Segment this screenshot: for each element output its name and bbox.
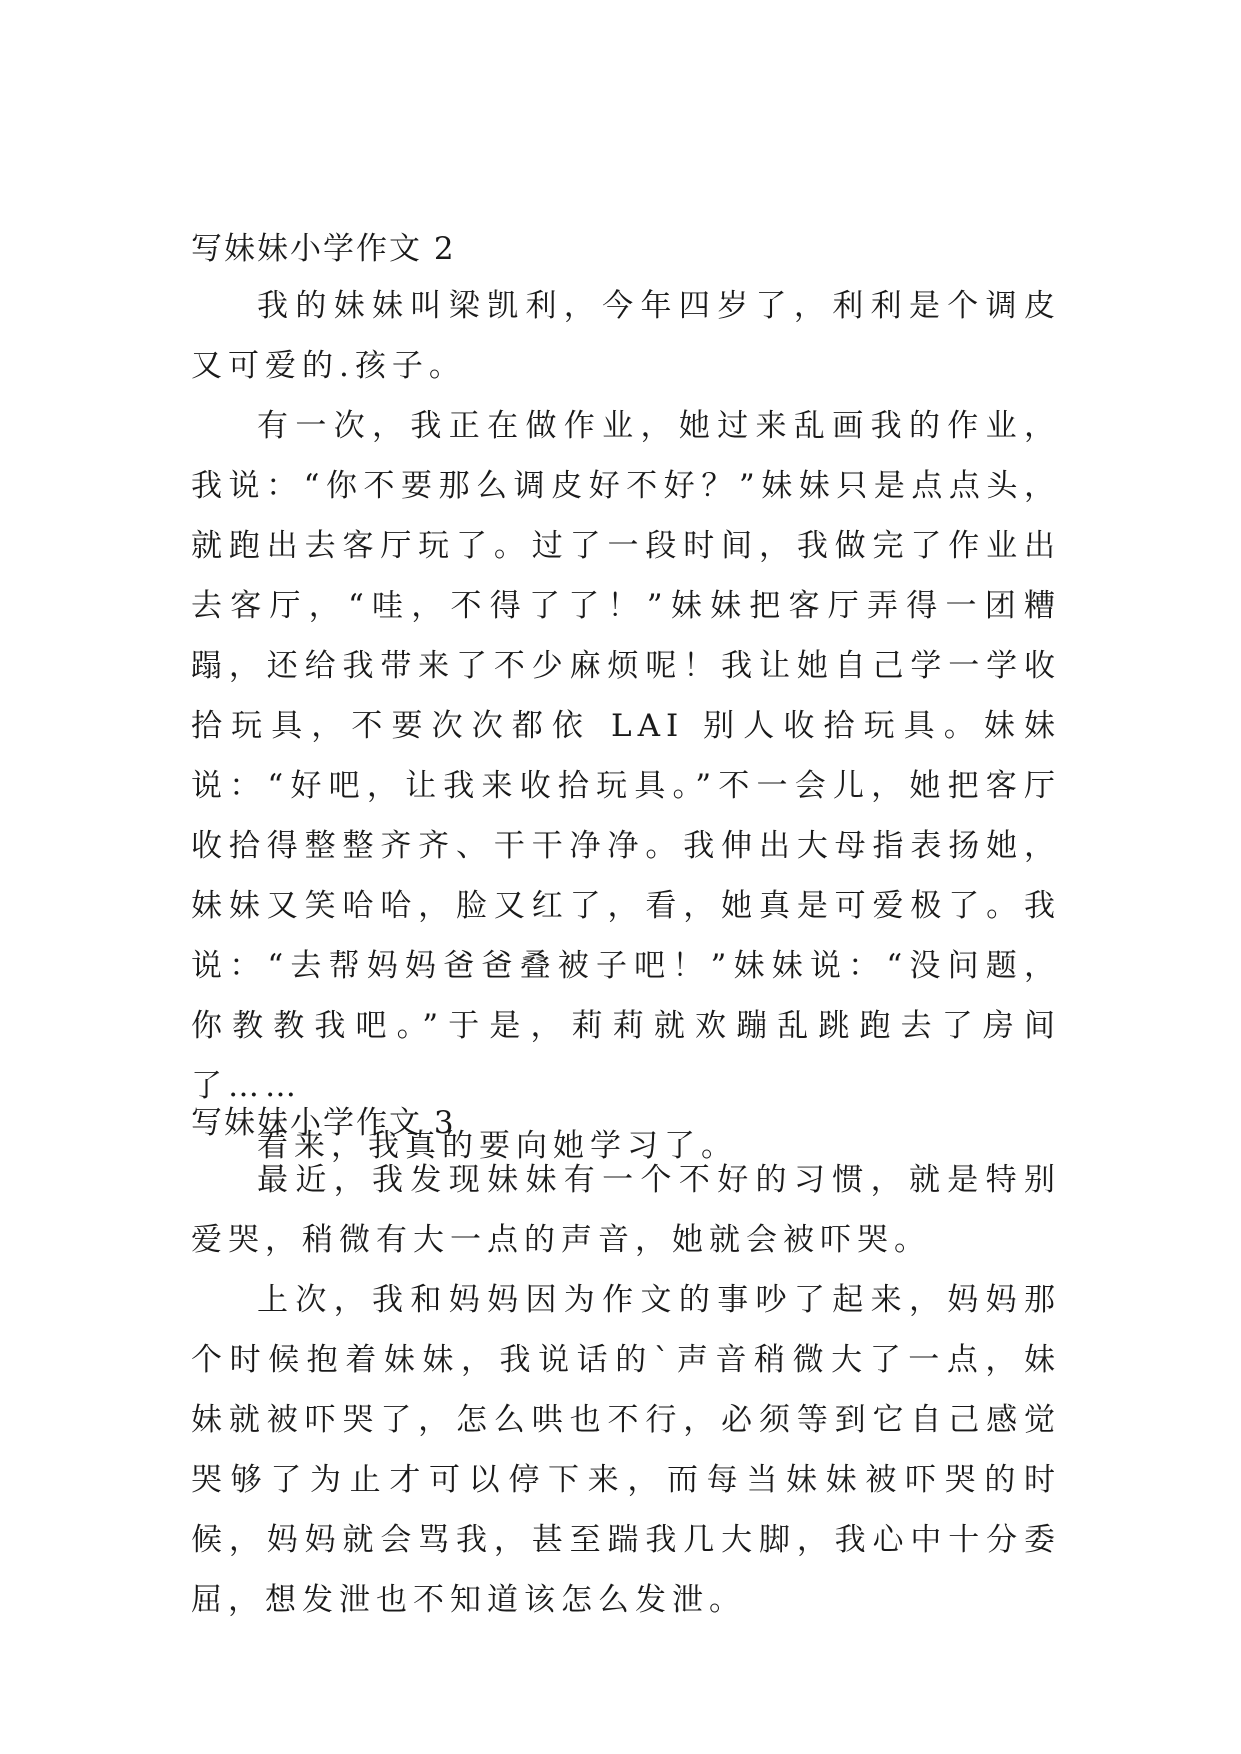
essay-paragraph: 上次，我和妈妈因为作文的事吵了起来，妈妈那个时候抱着妹妹，我说话的`声音稍微大了一点，妹妹就被吓哭了，怎么哄也不行，必须等到它自己感觉哭够了为止才可以停下来，而每当妹妹被吓哭的时候，妈妈就会骂我，甚至踹我几大脚，我心中十分委屈，想发泄也不知道该怎么发泄。 xyxy=(191,1282,1061,1618)
essay-paragraph: 最近，我发现妹妹有一个不好的习惯，就是特别爱哭，稍微有大一点的声音，她就会被吓哭。 xyxy=(191,1162,1061,1258)
essay-section-3 xyxy=(191,1096,1061,1630)
essay-paragraph: 我的妹妹叫梁凯利，今年四岁了，利利是个调皮又可爱的.孩子。 xyxy=(191,288,1061,384)
essay-paragraph: 看来，我真的要向她学习了。 xyxy=(257,1128,738,1164)
essay-title: 写妹妹小学作文 2 xyxy=(191,231,456,267)
essay-title: 写妹妹小学作文 3 xyxy=(191,1105,456,1141)
essay-section-2 xyxy=(191,222,1061,1176)
essay-paragraph: 有一次，我正在做作业，她过来乱画我的作业，我说：“你不要那么调皮好不好？”妹妹只是点点头，就跑出去客厅玩了。过了一段时间，我做完了作业出去客厅，“哇，不得了了！”妹妹把客厅弄得一团糟蹋，还给我带来了不少麻烦呢！我让她自己学一学收拾玩具，不要次次都依 LAI 别人收拾玩具。妹妹说：“好吧，让我来收拾玩具。”不一会儿，她把客厅收拾得整整齐齐、干干净净。我伸出大母指表扬她，妹妹又笑哈哈，脸又红了，看，她真是可爱极了。我说：“去帮妈妈爸爸叠被子吧！”妹妹说：“没问题，你教教我吧。”于是，莉莉就欢蹦乱跳跑去了房间了…… xyxy=(191,408,1061,1104)
